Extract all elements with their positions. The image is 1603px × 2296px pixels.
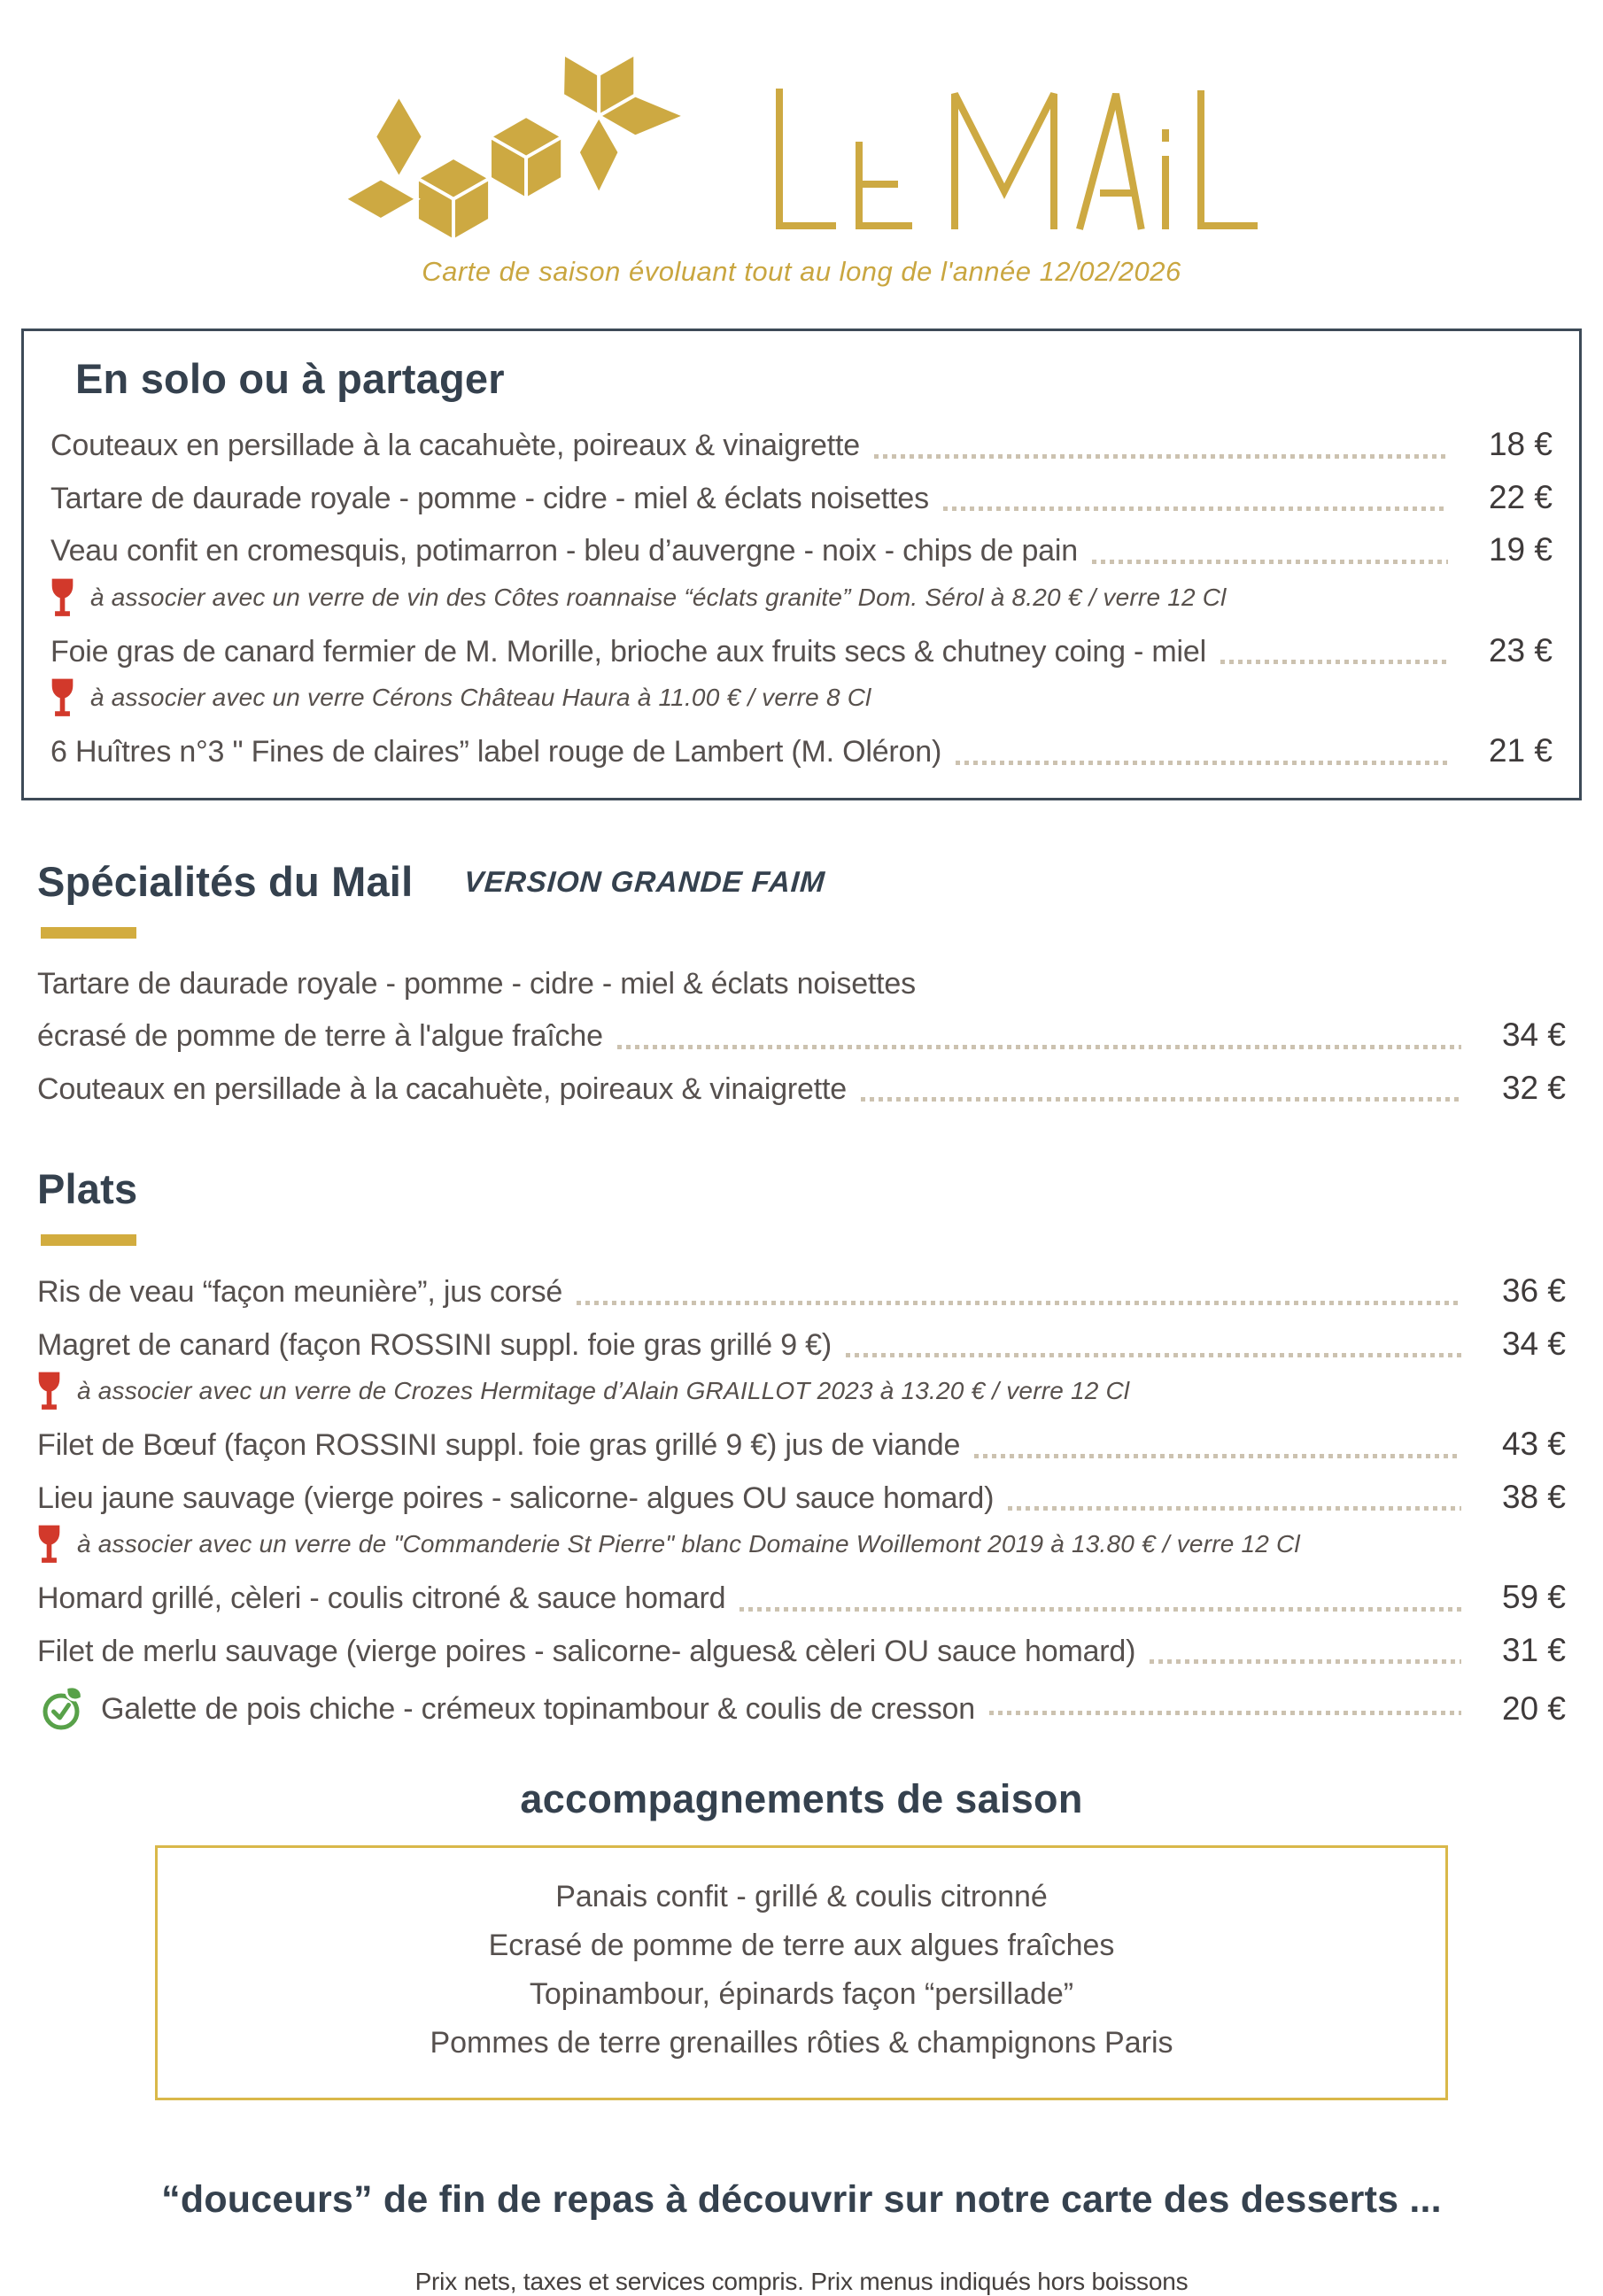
dotted-leader <box>943 506 1448 511</box>
wine-glass-icon <box>37 1371 61 1411</box>
menu-item <box>50 732 1553 771</box>
side-item: Topinambour, épinards façon “persillade” <box>529 1977 1074 2012</box>
dotted-leader <box>740 1607 1461 1612</box>
menu-item-name: Couteaux en persillade à la cacahuète, poireaux & vinaigrette <box>37 1071 847 1106</box>
wine-pairing-text: à associer avec un verre de "Commanderie St Pierre" blanc Domaine Woillemont 2019 à 13.80 € / verre 12 Cl <box>77 1530 1300 1558</box>
menu-item-price: 43 € <box>1501 1426 1566 1462</box>
menu-item <box>50 632 1553 671</box>
dotted-leader <box>577 1301 1461 1305</box>
section-plats <box>37 1164 1566 1734</box>
menu-item-name: Filet de merlu sauvage (vierge poires - salicorne- algues& cèleri OU sauce homard) <box>37 1634 1136 1668</box>
menu-subtitle: Carte de saison évoluant tout au long de l'année 12/02/2026 <box>422 256 1181 287</box>
logo-wordmark-le-mail <box>769 81 1265 236</box>
section-header <box>37 1164 1566 1213</box>
menu-item <box>50 531 1553 570</box>
section-tag: VERSION GRANDE FAIM <box>463 864 827 898</box>
menu-item-name: Lieu jaune sauvage (vierge poires - salicorne- algues OU sauce homard) <box>37 1480 995 1515</box>
menu-item-price: 32 € <box>1501 1069 1566 1106</box>
side-item: Panais confit - grillé & coulis citronné <box>555 1880 1048 1913</box>
section-header <box>37 857 1566 906</box>
menu-item <box>37 1070 1566 1109</box>
wine-pairing-text: à associer avec un verre de vin des Côtes roannaise “éclats granite” Dom. Sérol à 8.20 € / verre 12 Cl <box>90 583 1227 611</box>
sides-title: accompagnements de saison <box>520 1776 1083 1821</box>
menu-item <box>37 1426 1566 1465</box>
section-title: Spécialités du Mail <box>37 857 414 905</box>
menu-item-name: 6 Huîtres n°3 " Fines de claires” label rouge de Lambert (M. Oléron) <box>50 735 942 769</box>
menu-item-name: Couteaux en persillade à la cacahuète, poireaux & vinaigrette <box>50 429 860 462</box>
dotted-leader <box>617 1045 1461 1049</box>
menu-item-price: 22 € <box>1488 478 1553 515</box>
section-title: En solo ou à partager <box>75 355 505 402</box>
section-solo <box>21 329 1582 800</box>
menu-item-name: Filet de Bœuf (façon ROSSINI suppl. foie gras grillé 9 €) jus de viande <box>37 1428 961 1462</box>
dotted-leader <box>974 1454 1461 1458</box>
menu-item <box>37 1326 1566 1364</box>
menu-item-name: Galette de pois chiche - crémeux topinambour & coulis de cresson <box>101 1691 975 1726</box>
dotted-leader <box>846 1353 1461 1357</box>
menu-item-price: 23 € <box>1488 631 1553 669</box>
dotted-leader <box>861 1097 1461 1102</box>
menu-item-price: 38 € <box>1501 1478 1566 1515</box>
menu-item <box>37 1479 1566 1518</box>
menu-item-line1 <box>37 965 1566 1003</box>
menu-item-name: Homard grillé, cèleri - coulis citroné & sauce homard <box>37 1581 726 1615</box>
menu-item-price: 59 € <box>1501 1579 1566 1615</box>
menu-item-name: Tartare de daurade royale - pomme - cidre - miel & éclats noisettes <box>37 966 916 1001</box>
menu-item-name: Ris de veau “façon meunière”, jus corsé <box>37 1275 563 1309</box>
menu-item <box>50 426 1553 465</box>
side-item: Ecrasé de pomme de terre aux algues fraîches <box>488 1929 1115 1963</box>
wine-glass-icon <box>37 1524 61 1565</box>
wine-glass-icon <box>50 677 74 718</box>
dotted-leader <box>1150 1659 1461 1664</box>
menu-item-name: Veau confit en cromesquis, potimarron - bleu d’auvergne - noix - chips de pain <box>50 534 1078 568</box>
section-specialites <box>37 857 1566 1109</box>
menu-item <box>37 1272 1566 1311</box>
menu-item-name: Magret de canard (façon ROSSINI suppl. foie gras grillé 9 €) <box>37 1327 832 1362</box>
wine-pairing <box>37 1524 1566 1565</box>
leaf-check-icon <box>37 1684 87 1734</box>
menu-item <box>50 479 1553 518</box>
menu-item <box>37 1632 1566 1671</box>
dotted-leader <box>1092 560 1448 564</box>
section-title: Plats <box>37 1165 138 1212</box>
menu-item-vegetarian <box>37 1684 1566 1734</box>
menu-item-price: 19 € <box>1488 531 1553 568</box>
menu-item-line2 <box>37 1017 1566 1055</box>
menu-item-price: 21 € <box>1488 732 1553 769</box>
wine-pairing-text: à associer avec un verre de Crozes Hermitage d’Alain GRAILLOT 2023 à 13.20 € / verre 12 Cl <box>77 1377 1130 1404</box>
dotted-leader <box>1008 1506 1461 1511</box>
wine-glass-icon <box>50 577 74 618</box>
menu-item-price: 36 € <box>1501 1272 1566 1309</box>
sides-box <box>155 1845 1448 2100</box>
dotted-leader <box>874 454 1448 459</box>
side-item: Pommes de terre grenailles rôties & champignons Paris <box>430 2026 1173 2060</box>
header <box>0 25 1603 242</box>
desserts-note: “douceurs” de fin de repas à découvrir sur notre carte des desserts ... <box>161 2178 1442 2222</box>
logo-diamond-pattern-icon <box>339 25 720 242</box>
wine-pairing-text: à associer avec un verre Cérons Château Haura à 11.00 € / verre 8 Cl <box>90 684 871 711</box>
wine-pairing <box>50 677 1553 718</box>
menu-item-name: Tartare de daurade royale - pomme - cidre - miel & éclats noisettes <box>50 481 929 515</box>
wine-pairing <box>50 577 1553 618</box>
price-notice: Prix nets, taxes et services compris. Prix menus indiqués hors boissons <box>414 2268 1189 2296</box>
dotted-leader <box>1220 660 1448 664</box>
dotted-leader <box>989 1711 1461 1715</box>
menu-item <box>37 1579 1566 1618</box>
gold-rule <box>41 927 136 939</box>
menu-item-price: 34 € <box>1501 1325 1566 1362</box>
wine-pairing <box>37 1371 1566 1411</box>
menu-item-price: 34 € <box>1501 1017 1566 1053</box>
gold-rule <box>41 1234 136 1246</box>
menu-item-name: écrasé de pomme de terre à l'algue fraîche <box>37 1019 603 1053</box>
dotted-leader <box>956 761 1448 765</box>
menu-item-name: Foie gras de canard fermier de M. Morille, brioche aux fruits secs & chutney coing - miel <box>50 634 1206 669</box>
menu-item-price: 18 € <box>1488 426 1553 462</box>
menu-item-price: 20 € <box>1501 1690 1566 1727</box>
menu-item-price: 31 € <box>1501 1631 1566 1668</box>
